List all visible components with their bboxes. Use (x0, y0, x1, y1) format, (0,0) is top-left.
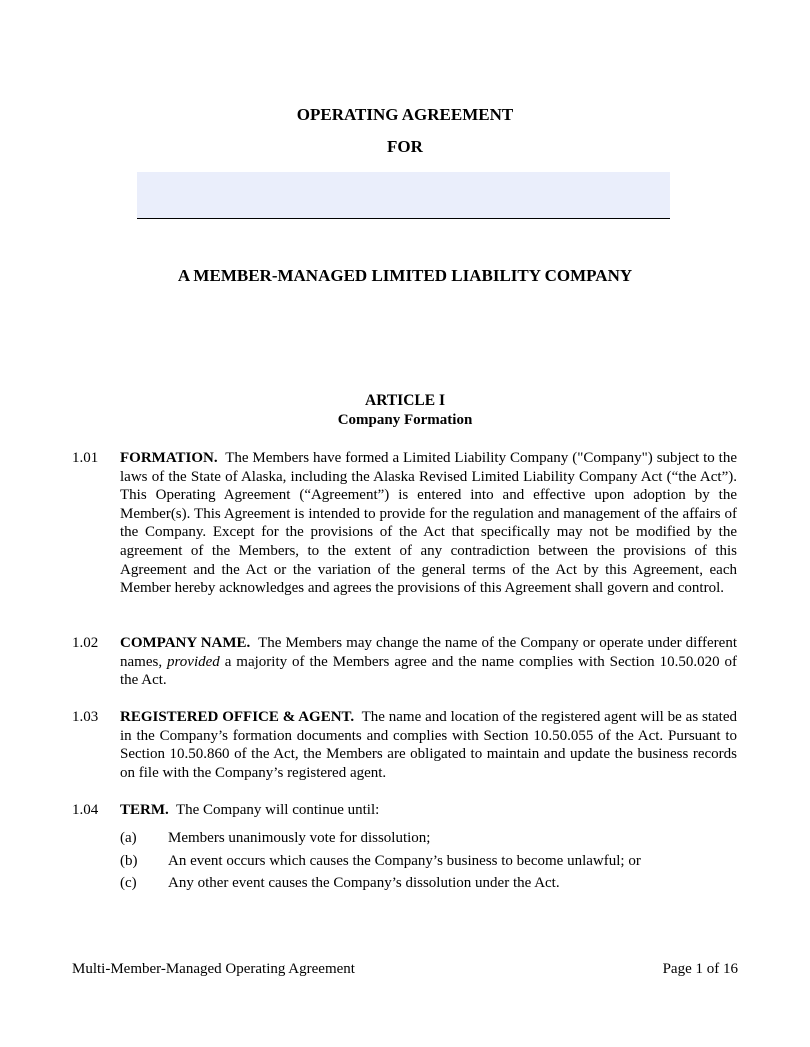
footer-document-name: Multi-Member-Managed Operating Agreement (72, 961, 355, 977)
article-number: ARTICLE I (365, 392, 445, 409)
list-item (120, 852, 740, 871)
list-item (120, 829, 740, 848)
section-number: 1.01 (72, 450, 99, 466)
section-1-02 (72, 634, 737, 690)
section-text: The Company will continue until: (175, 802, 380, 818)
section-text: The Members have formed a Limited Liability Company ("Company") subject to the laws of the State of Alaska, including the Alaska Revised Limited Liability Company Act (“the Act”). This Operating Agreement (“Agreement”) is entered into and effective upon adoption by the Member(s). This Agreement is intended to provide for the regulation and management of the affairs of the Company. Except for the provisions of the Act that specifically may not be modified by the agreement of the Members, to the extent of any contradiction between the provisions of this Agreement and the Act or the variation of the general terms of the Act by this Agreement, each Member hereby acknowledges and agrees the provisions of this Agreement shall govern and control. (120, 450, 737, 597)
section-1-04 (72, 801, 737, 820)
section-text-italic: provided (167, 653, 220, 670)
section-1-01 (72, 449, 737, 598)
section-text: The Members may change the name of the Company or operate under different names, (120, 635, 738, 670)
list-item-label: (c) (120, 875, 137, 891)
list-item-label: (b) (120, 853, 138, 869)
document-title-for: FOR (387, 137, 423, 156)
list-item-text: Members unanimously vote for dissolution; (168, 830, 431, 846)
list-item-label: (a) (120, 830, 137, 846)
section-text: a majority of the Members agree and the name complies with Section 10.50.020 of the Act. (120, 653, 738, 689)
document-title: OPERATING AGREEMENT (296, 105, 514, 124)
section-number: 1.04 (72, 802, 99, 818)
section-1-03 (72, 708, 737, 782)
company-name-field[interactable] (137, 172, 670, 219)
section-heading: COMPANY NAME. (120, 635, 251, 651)
footer-page-number: Page 1 of 16 (662, 961, 738, 977)
section-number: 1.03 (72, 709, 99, 725)
section-heading: FORMATION. (120, 450, 218, 466)
list-item (120, 874, 740, 893)
article-name: Company Formation (337, 412, 473, 428)
document-subtitle: A MEMBER-MANAGED LIMITED LIABILITY COMPANY (177, 266, 633, 285)
list-item-text: An event occurs which causes the Company’s business to become unlawful; or (168, 853, 641, 869)
list-item-text: Any other event causes the Company’s dissolution under the Act. (168, 875, 560, 891)
section-heading: TERM. (120, 802, 169, 818)
section-text: The name and location of the registered agent will be as stated in the Company’s formation documents and complies with Section 10.50.055 of the Act. Pursuant to Section 10.50.860 of the Act, the Members are obligated to maintain and update the business records on file with the Company’s registered agent. (120, 709, 737, 781)
section-heading: REGISTERED OFFICE & AGENT. (120, 709, 355, 725)
section-number: 1.02 (72, 635, 99, 651)
